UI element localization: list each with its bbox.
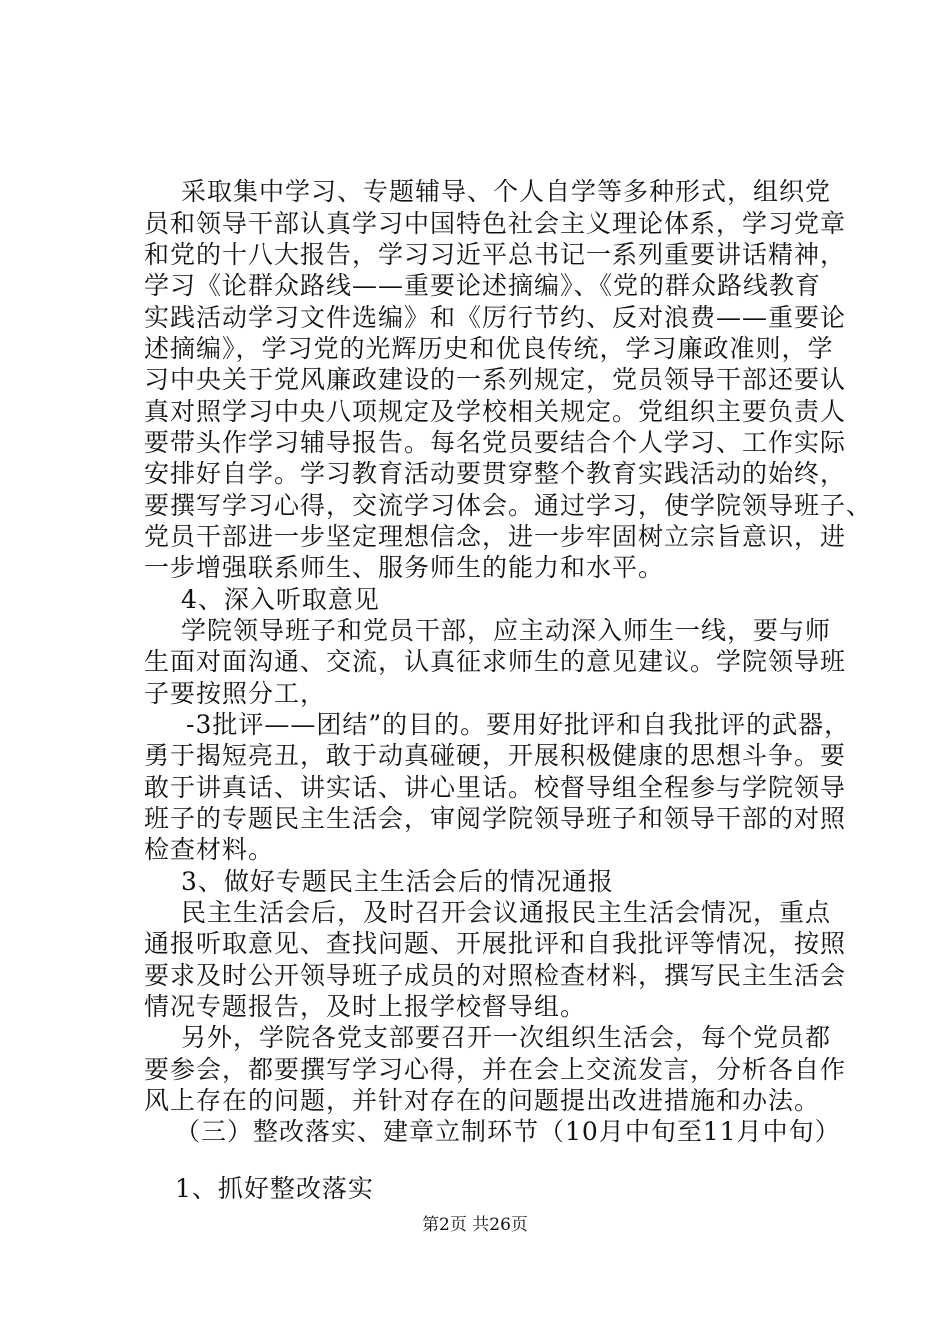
text-line: 员和领导干部认真学习中国特色社会主义理论体系，学习党章 [144, 209, 847, 238]
text-line: 采取集中学习、专题辅导、个人自学等多种形式，组织党 [181, 177, 832, 206]
text-line: 检查材料。 [144, 835, 275, 864]
text-line: 习中央关于党风廉政建设的一系列规定，党员领导干部还要认 [144, 365, 847, 394]
text-line: 勇于揭短亮丑，敢于动真碰硬，开展积极健康的思想斗争。要 [144, 741, 847, 770]
text-line: 学院领导班子和党员干部，应主动深入师生一线，要与师 [181, 616, 832, 645]
text-line: 子要按照分工， [144, 679, 327, 708]
section-heading: 3、做好专题民主生活会后的情况通报 [181, 867, 614, 896]
text-line: 一步增强联系师生、服务师生的能力和水平。 [144, 553, 665, 582]
section-heading: 1、抓好整改落实 [175, 1174, 374, 1203]
text-line: 要撰写学习心得，交流学习体会。通过学习，使学院领导班子、 [144, 491, 873, 520]
page-number: 第2页 共26页 [422, 1215, 528, 1235]
text-line: 生面对面沟通、交流，认真征求师生的意见建议。学院领导班 [144, 647, 847, 676]
text-line: -3批评——团结”的目的。要用好批评和自我批评的武器， [186, 710, 851, 739]
text-line: 要参会，都要撰写学习心得，并在会上交流发言，分析各自作 [144, 1055, 847, 1084]
text-line: 要求及时公开领导班子成员的对照检查材料，撰写民主生活会 [144, 961, 847, 990]
text-line: 民主生活会后，及时召开会议通报民主生活会情况，重点 [181, 898, 832, 927]
text-line: 要带头作学习辅导报告。每名党员要结合个人学习、工作实际 [144, 428, 847, 457]
text-line: 述摘编》，学习党的光辉历史和优良传统，学习廉政准则，学 [144, 334, 834, 363]
text-line: 情况专题报告，及时上报学校督导组。 [144, 992, 587, 1021]
text-line: 安排好自学。学习教育活动要贯穿整个教育实践活动的始终， [144, 459, 847, 488]
text-line: 另外，学院各党支部要召开一次组织生活会，每个党员都 [181, 1023, 832, 1052]
text-line: 风上存在的问题，并针对存在的问题提出改进措施和办法。 [144, 1086, 821, 1115]
section-heading: 4、深入听取意见 [181, 585, 380, 614]
text-line: 和党的十八大报告，学习习近平总书记一系列重要讲话精神， [144, 240, 847, 269]
text-line: 实践活动学习文件选编》和《厉行节约、反对浪费——重要论 [144, 303, 847, 332]
section-heading: （三）整改落实、建章立制环节（10月中旬至11月中旬） [175, 1117, 841, 1146]
text-line: 学习《论群众路线——重要论述摘编》、《党的群众路线教育 [144, 271, 822, 300]
text-line: 真对照学习中央八项规定及学校相关规定。党组织主要负责人 [144, 397, 847, 426]
text-line: 通报听取意见、查找问题、开展批评和自我批评等情况，按照 [144, 929, 847, 958]
text-line: 班子的专题民主生活会，审阅学院领导班子和领导干部的对照 [144, 804, 847, 833]
text-line: 敢于讲真话、讲实话、讲心里话。校督导组全程参与学院领导 [144, 773, 847, 802]
text-line: 党员干部进一步坚定理想信念，进一步牢固树立宗旨意识，进 [144, 522, 847, 551]
